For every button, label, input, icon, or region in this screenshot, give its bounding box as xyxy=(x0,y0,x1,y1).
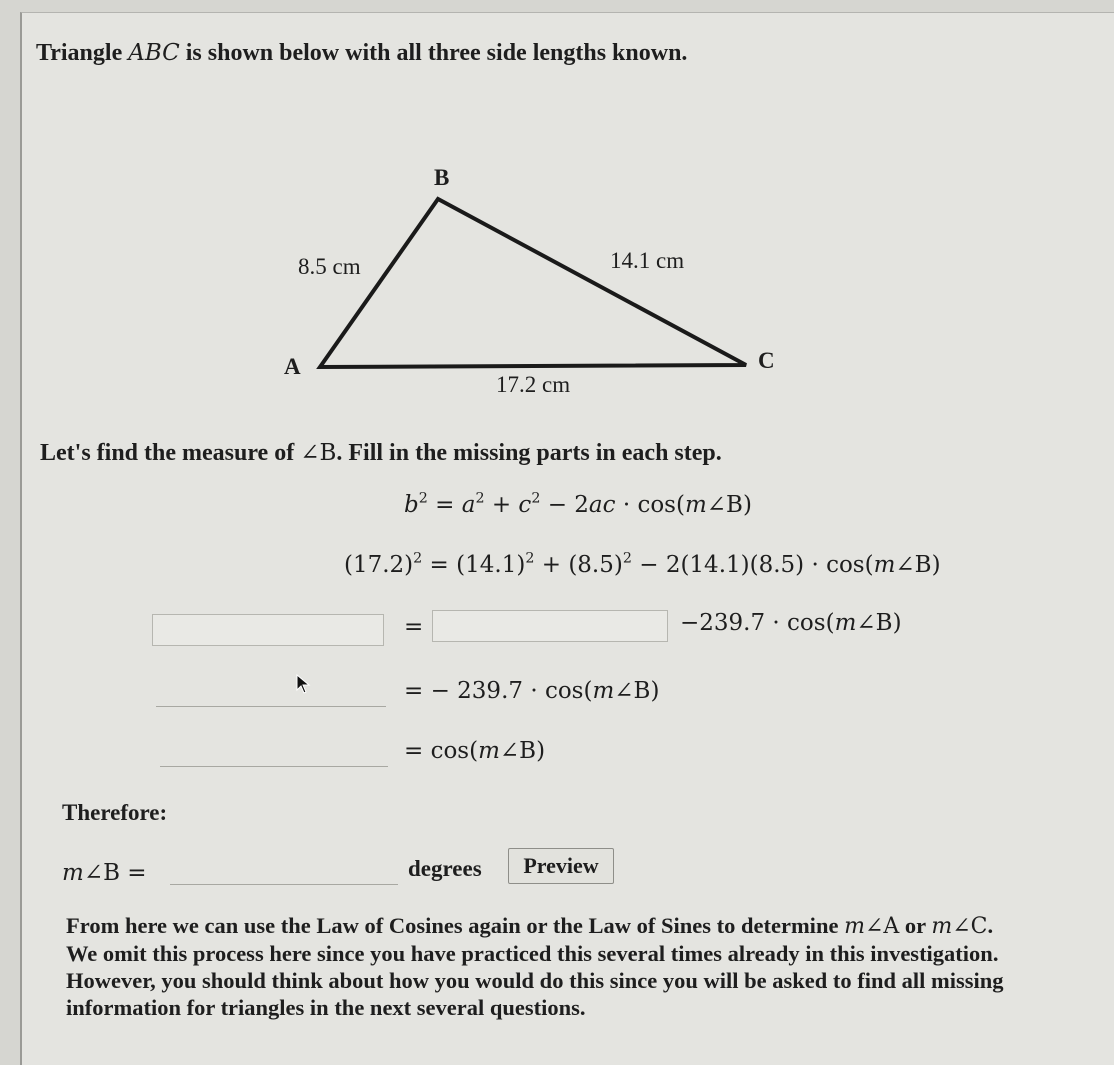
paragraph-line-4: information for triangles in the next several questions. xyxy=(66,995,586,1020)
step5-input[interactable] xyxy=(160,736,388,767)
mouse-cursor-icon xyxy=(296,674,312,694)
side-ab-length: 8.5 cm xyxy=(298,254,361,279)
vertex-a-label: A xyxy=(284,354,301,379)
angle-b-label: m∠B = xyxy=(62,860,147,886)
paragraph-line-3: However, you should think about how you would do this since you will be asked to find all missing xyxy=(66,968,1004,993)
intro-text: Triangle ABC is shown below with all three side lengths known. xyxy=(36,40,688,66)
step3-left-input[interactable] xyxy=(152,614,384,646)
paragraph-line-2: We omit this process here since you have practiced this several times already in this investigation. xyxy=(66,941,999,966)
triangle-shape xyxy=(320,199,746,367)
step5-expression: = cos(m∠B) xyxy=(404,738,546,764)
degrees-unit-label: degrees xyxy=(408,856,482,881)
angle-b-answer-input[interactable] xyxy=(170,852,398,885)
vertex-c-label: C xyxy=(758,348,775,373)
side-bc-length: 14.1 cm xyxy=(610,248,685,273)
law-of-cosines-formula: $b^2 = a^2 + c^2 - 2ac$ · cos(m∠B) xyxy=(404,490,752,518)
step3-equals: = xyxy=(404,614,424,640)
prompt-text: Let's find the measure of ∠B. Fill in the missing parts in each step. xyxy=(40,440,722,466)
step4-expression: = − 239.7 · cos(m∠B) xyxy=(404,678,660,704)
preview-button[interactable]: Preview xyxy=(508,848,614,884)
step3-right-input[interactable] xyxy=(432,610,668,642)
paragraph-line-1: From here we can use the Law of Cosines again or the Law of Sines to determine m∠A or m∠C. xyxy=(66,913,994,939)
step4-input[interactable] xyxy=(156,676,386,707)
therefore-label: Therefore: xyxy=(62,800,168,825)
closing-paragraph xyxy=(66,912,1106,1021)
triangle-figure xyxy=(270,160,810,400)
vertex-b-label: B xyxy=(434,165,450,190)
side-ac-length: 17.2 cm xyxy=(496,372,571,397)
step3-expression: −239.7 · cos(m∠B) xyxy=(680,610,902,636)
substituted-equation: $(17.2)^2 = (14.1)^2 + (8.5)^2 - 2(14.1)(8.5)$ · cos(m∠B) xyxy=(344,550,941,578)
